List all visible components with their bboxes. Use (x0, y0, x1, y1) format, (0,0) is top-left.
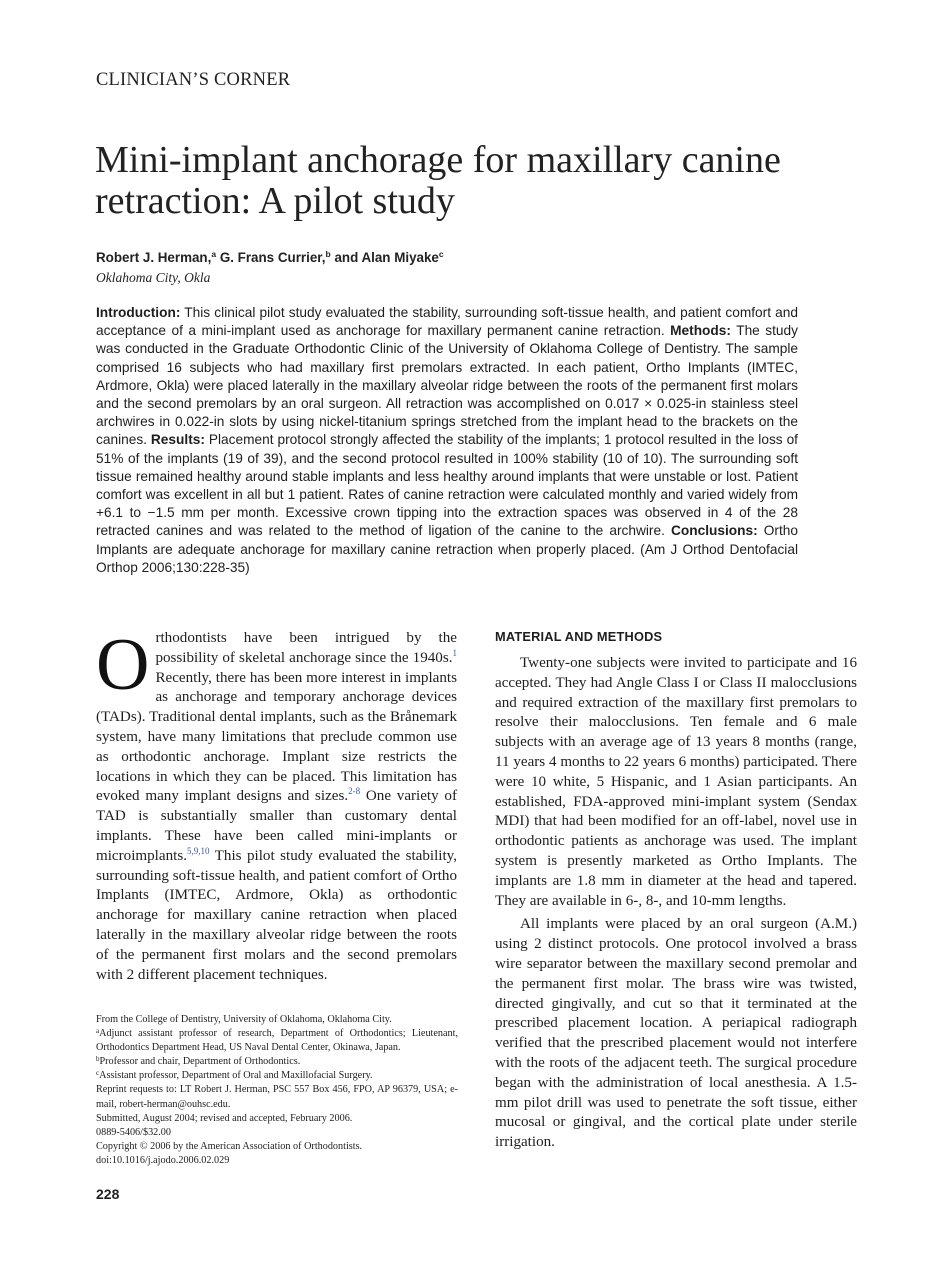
intro-text: One variety of TAD is substantially smaller than customary dental implants. These have been called mini-implants or microimplants. (96, 788, 457, 864)
affiliation: Oklahoma City, Okla (96, 270, 211, 285)
author-list (96, 249, 444, 265)
intro-text: rthodontists have been intrigued by the possibility of skeletal anchorage since the 1940s. (155, 630, 457, 666)
author-name: and Alan Miyake (334, 250, 439, 265)
abstract-results-label: Results: (150, 432, 205, 448)
abstract-conclusions-label: Conclusions: (670, 523, 758, 539)
abstract-methods-text: The study was conducted in the Graduate Orthodontic Clinic of the University of Oklahoma College of Dentistry. The sample comprised 16 subjects who had maxillary first premolars extracted. In each patient, Ortho Implants (IMTEC, Ardmore, Okla) were placed laterally in the maxillary alveolar ridge between the roots of the permanent first molars and the second premolars by an oral surgeon. All retraction was accomplished on 0.017 × 0.025-in stainless steel archwires in 0.022-in slots by using nickel-titanium springs stretched from the implant head to the brackets on the canines. (96, 323, 798, 448)
footnote-copyright: Copyright © 2006 by the American Association of Orthodontists. (96, 1140, 363, 1152)
author-affiliation-marker: c (438, 249, 444, 259)
footnote-text: Adjunct assistant professor of research, Department of Orthodontics; Lieutenant, Orthodontics Department Head, US Naval Dental Center, Okinawa, Japan. (96, 1028, 458, 1054)
drop-cap: O (96, 624, 150, 706)
abstract-introduction-text: This clinical pilot study evaluated the stability, surrounding soft-tissue health, and patient comfort and acceptance of a mini-implant used as anchorage for maxillary permanent canine retraction. (96, 305, 798, 339)
left-column (96, 624, 457, 985)
footnote-marker: a (96, 1027, 100, 1036)
author-affiliation-marker: b (325, 249, 331, 259)
abstract-results-text: Placement protocol strongly affected the stability of the implants; 1 protocol resulted in the loss of 51% of the implants (19 of 39), and the second protocol resulted in 100% stability (10 of 10). The surrounding soft tissue remained healthy around stable implants and less healthy around implants that were unstable or lost. Patient comfort was excellent in all but 1 patient. Rates of canine retraction were calculated monthly and varied widely from +6.1 to −1.5 mm per month. Excessive crown tipping into the extraction spaces was observed in 4 of the 28 retracted canines and was related to the method of ligation of the canine to the archwire. (96, 432, 798, 539)
footnote-a (96, 1027, 458, 1055)
methods-paragraph: Twenty-one subjects were invited to participate and 16 accepted. They had Angle Class I or Class II malocclusions and required extraction of the maxillary first premolars to resolve their malocclusions. Ten female and 6 male subjects with an average age of 13 years 8 months (range, 11 years 4 months to 22 years 6 months) participated. There were 10 white, 5 Hispanic, and 1 Asian participants. An established, FDA-approved mini-implant system (Sendax MDI) that had been modified for an off-label, novel use in orthodontic patients as anchorage was used. The implant system is presently marketed as Ortho Implants. The implants are 1.8 mm in diameter at the head and tapered. They are available in 6-, 8-, and 10-mm lengths. (495, 655, 857, 909)
reference-link[interactable]: 5,9,10 (186, 845, 210, 856)
footnote-doi[interactable]: doi:10.1016/j.ajodo.2006.02.029 (96, 1154, 230, 1166)
abstract-methods-label: Methods: (670, 323, 731, 339)
footnote-b (96, 1055, 458, 1069)
methods-paragraph: All implants were placed by an oral surgeon (A.M.) using 2 distinct protocols. One protocol involved a brass wire separator between the maxillary second premolar and the permanent first molar. The brass wire was twisted, directed gingivally, and cut so that it terminated at the prescribed placement location. A periapical radiograph verified that the prescribed placement would not interfere with the roots of the adjacent teeth. The surgical procedure began with the administration of local anesthesia. A 1.5-mm pilot drill was used to penetrate the soft tissue, either mucosal or gingival, and the cortical plate under sterile irrigation. (495, 916, 857, 1151)
author-affiliation-marker: a (211, 249, 217, 259)
footnote-reprint: Reprint requests to: LT Robert J. Herman, PSC 557 Box 456, FPO, AP 96379, USA; e-mail, robert-herman@ouhsc.edu. (96, 1084, 458, 1110)
reference-link[interactable]: 1 (452, 647, 457, 658)
footnotes (96, 1013, 458, 1168)
intro-text: Recently, there has been more interest in implants as anchorage and temporary anchorage devices (TADs). Traditional dental implants, such as the Brånemark system, have many limitations that preclude common use as orthodontic anchorage. Implant size restricts the locations in which they can be placed. This limitation has evoked many implant designs and sizes. (96, 669, 457, 805)
author-name: Robert J. Herman, (96, 250, 212, 265)
abstract-introduction-label: Introduction: (96, 305, 181, 320)
article-title: Mini-implant anchorage for maxillary canine retraction: A pilot study (95, 139, 781, 222)
footnote-marker: c (96, 1069, 100, 1078)
reference-link[interactable]: 2-8 (348, 786, 361, 797)
footnote-submitted: Submitted, August 2004; revised and accepted, February 2006. (96, 1112, 353, 1124)
author-name: G. Frans Currier, (219, 250, 326, 265)
footnote-issn: 0889-5406/$32.00 (96, 1126, 171, 1138)
footnote-text: Professor and chair, Department of Orthodontics. (99, 1056, 301, 1068)
section-header: CLINICIAN’S CORNER (96, 70, 291, 90)
footnote-c (96, 1069, 458, 1083)
abstract-conclusions-text: Ortho Implants are adequate anchorage for maxillary canine retraction when properly placed. (Am J Orthod Dentofacial Orthop 2006;130:228-35) (96, 523, 798, 575)
footnote-marker: b (96, 1055, 100, 1064)
intro-paragraph (96, 624, 457, 985)
abstract (96, 304, 798, 577)
right-column (495, 629, 857, 1153)
intro-text: This pilot study evaluated the stability, surrounding soft-tissue health, and patient comfort of Ortho Implants (IMTEC, Ardmore, Okla) as orthodontic anchorage for maxillary canine retraction when placed laterally in the maxillary alveolar ridge between the roots of the permanent first molars and the second premolars with 2 different placement techniques. (96, 847, 457, 983)
footnote-text: Assistant professor, Department of Oral and Maxillofacial Surgery. (99, 1070, 373, 1082)
page-number: 228 (96, 1186, 120, 1202)
section-heading: MATERIAL AND METHODS (495, 629, 663, 644)
footnote-from: From the College of Dentistry, University of Oklahoma, Oklahoma City. (96, 1014, 392, 1025)
